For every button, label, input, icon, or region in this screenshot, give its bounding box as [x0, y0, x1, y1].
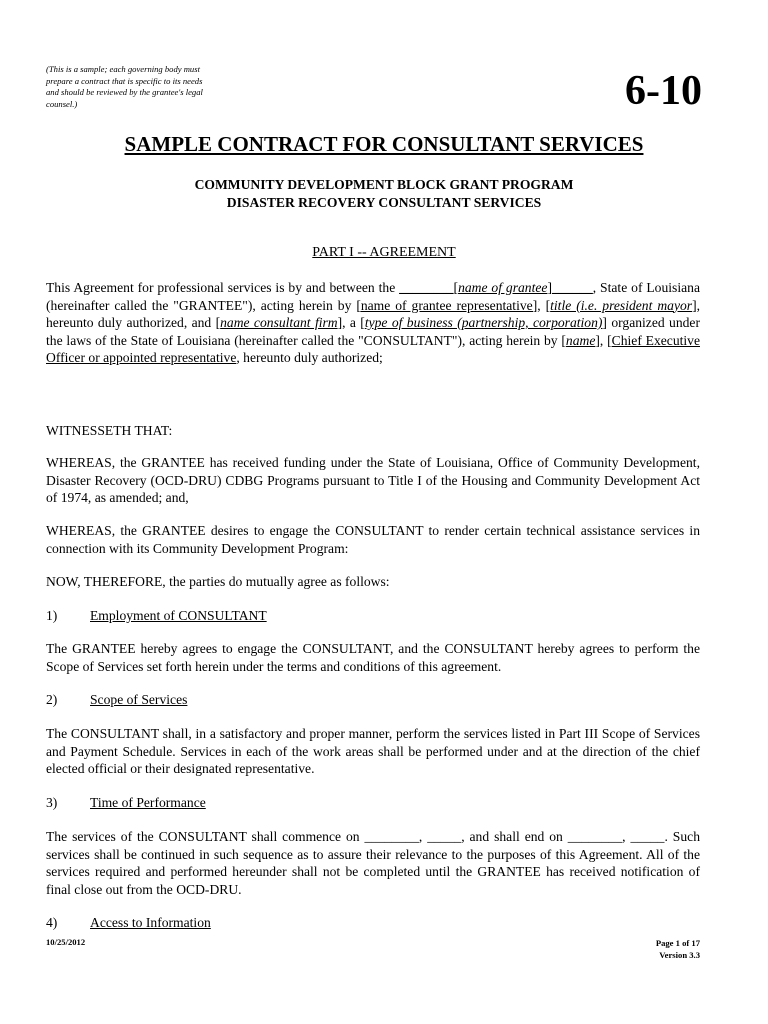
document-number: 6-10 — [625, 68, 702, 114]
whereas-paragraph-2: WHEREAS, the GRANTEE desires to engage the CONSULTANT to render certain technical assistance services in connection with its Community Development Program: — [46, 523, 700, 556]
consultant-firm-field: name consultant firm — [220, 315, 338, 330]
section-text: The GRANTEE hereby agrees to engage the CONSULTANT, and the CONSULTANT hereby agrees to perform the Scope of Services set forth herein under the terms and conditions of this agreement. — [46, 641, 700, 674]
grantee-name-blank-trail: ______ — [551, 280, 593, 295]
agreement-text: , hereunto duly authorized; — [236, 350, 383, 365]
agreement-text: This Agreement for professional services is by and between the — [46, 280, 400, 295]
part-heading: PART I -- AGREEMENT — [312, 245, 456, 260]
section-text: The CONSULTANT shall, in a satisfactory and proper manner, perform the services listed in Part III Scope of Services and Payment Schedule. Services in each of the work areas shall be performed under and at the direction of the chief elected official or their designated representative. — [46, 726, 700, 776]
now-therefore-line: NOW, THEREFORE, the parties do mutually agree as follows: — [46, 574, 390, 589]
officer-field: Chief Executive Officer or appointed representative — [46, 332, 700, 365]
agreement-text: ], hereunto duly authorized, and [ — [46, 297, 701, 330]
section-heading — [46, 607, 700, 625]
section-number: 2) — [46, 692, 58, 707]
program-subtitle: COMMUNITY DEVELOPMENT BLOCK GRANT PROGRAM — [194, 177, 574, 192]
page-number: Page 1 of 17 — [655, 938, 700, 948]
agreement-text: , State of Louisiana (hereinafter called the "GRANTEE"), acting herein by — [46, 280, 700, 313]
grantee-name-field: [name of grantee] — [453, 280, 552, 295]
section-heading — [46, 691, 700, 709]
section-heading — [46, 914, 700, 932]
witnesseth-line: WITNESSETH THAT: — [46, 423, 173, 438]
version-label: Version 3.3 — [659, 950, 700, 960]
consultant-name-field: name — [565, 332, 596, 348]
agreement-text: ], [ — [595, 332, 612, 348]
section-text: The services of the CONSULTANT shall commence on ________, _____, and shall end on ________, _____. Such services shall be continued in such sequence as to assure their relevance to the purposes of this Agreement. All of the services required and performed hereunder shall not be completed until the GRANTEE has received notification of final close out from the OCD-DRU. — [46, 829, 700, 897]
agreement-paragraph — [46, 279, 700, 367]
agreement-text: ] organized under the laws of the State of Louisiana (hereinafter called the "CONSULTANT"), acting herein by [ — [46, 315, 700, 348]
footer-page-info — [656, 937, 700, 961]
agreement-text: ], a [ — [337, 315, 365, 330]
business-type-field: type of business (partnership, corporation) — [364, 315, 603, 330]
grantee-representative-field: [name of grantee representative] — [356, 297, 538, 313]
document-title: SAMPLE CONTRACT FOR CONSULTANT SERVICES — [124, 132, 644, 156]
section-title: Employment of CONSULTANT — [90, 608, 267, 623]
section-number: 1) — [46, 608, 58, 623]
services-subtitle: DISASTER RECOVERY CONSULTANT SERVICES — [226, 195, 542, 210]
footer-date: 10/25/2012 — [46, 937, 86, 947]
whereas-paragraph-1: WHEREAS, the GRANTEE has received funding under the State of Louisiana, Office of Community Development, Disaster Recovery (OCD-DRU) CDBG Programs pursuant to Title I of the Housing and Community Development Act of 1974, as amended; and, — [46, 455, 700, 505]
section-number: 3) — [46, 795, 58, 810]
agreement-text: , [ — [537, 297, 551, 313]
section-title: Time of Performance — [90, 795, 206, 810]
section-title: Access to Information — [90, 915, 211, 930]
title-field: title (i.e. president mayor — [550, 297, 693, 313]
section-heading — [46, 794, 700, 812]
grantee-name-blank: ________ — [399, 280, 454, 295]
section-number: 4) — [46, 915, 58, 930]
section-title: Scope of Services — [90, 692, 188, 707]
sample-disclaimer-note: (This is a sample; each governing body must prepare a contract that is specific to its needs and should be reviewed by the grantee's legal counsel.) — [46, 64, 203, 109]
